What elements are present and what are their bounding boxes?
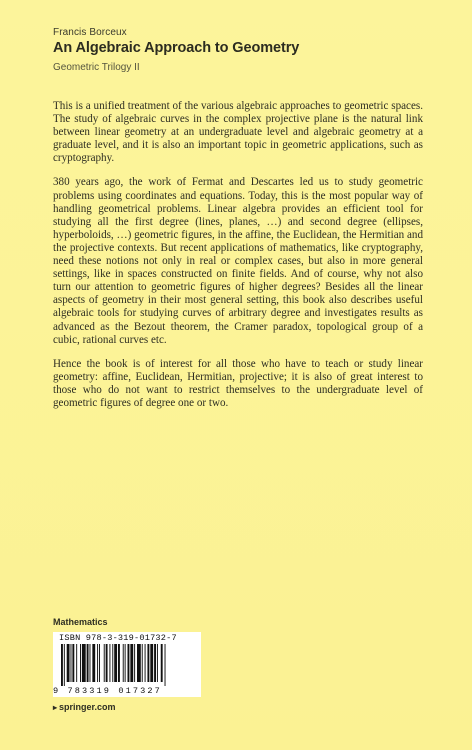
barcode-bar [61,644,63,686]
barcode-bar [87,644,89,682]
barcode-bar [154,644,156,682]
barcode-bar [137,644,141,682]
barcode-bar [97,644,98,682]
barcode-bar [80,644,81,682]
blurb-paragraph: 380 years ago, the work of Fermat and Descartes led us to study geometric problems using coordinates and equations. Today, this is the most popular way of handling geometrical problems. Linear algebra provides an efficient tool for studying all the first degree (lines, planes, …) and second degree (ellipses, hyperboloids, …) geometric figures, in the affine, the Euclidean, the Hermitian and the projective contexts. But recent applications of mathematics, like cryptography, need these notions not only in real or complex cases, but also in more general settings, like in spaces constructed on finite fields. And of course, why not also turn our attention to geometric figures of higher degrees? Besides all the linear aspects of geometry in their most general setting, this book also describes useful algebraic tools for studying curves of arbitrary degree and investigates results as advanced as the Bezout theorem, the Cramer paradox, topological group of a cubic, rational curves etc. [53,176,423,346]
barcode-bar [142,644,143,682]
barcode-bar [72,644,74,682]
barcode-bars [53,644,201,686]
barcode-bar [150,644,153,682]
arrow-right-icon: ▸ [53,702,58,712]
blurb-paragraph: This is a unified treatment of the various algebraic approaches to geometric spaces. The study of algebraic curves in the complex projective plane is the natural link between linear geometry at an undergraduate level and algebraic geometry at a graduate level, and it is also an important topic in geometric applications, such as cryptography. [53,100,423,165]
blurb-paragraph: Hence the book is of interest for all those who have to teach or study linear geometry: affine, Euclidean, Hermitian, projective; it is also of great interest to those who do not want to restrict themselves to the undergraduate level of geometric figures of degree one or two. [53,357,423,409]
barcode-bar [128,644,130,682]
barcode-bar [134,644,135,682]
publisher-label: springer.com [59,702,116,712]
publisher-url[interactable] [53,702,116,712]
blurb [53,100,423,421]
barcode-bar [64,644,65,686]
barcode [53,632,201,697]
barcode-bar [90,644,91,682]
barcode-bar [109,644,110,682]
barcode-digits: 9 783319 017327 [53,686,162,696]
barcode-bar [161,644,163,682]
barcode-bar [125,644,126,682]
barcode-bar [92,644,95,682]
barcode-bar [130,644,133,682]
barcode-bar [114,644,117,682]
barcode-bar [118,644,120,682]
barcode-bar [104,644,105,682]
barcode-bar [145,644,146,682]
barcode-bar [112,644,113,682]
barcode-bar [67,644,70,682]
barcode-bar [123,644,124,682]
series-name: Geometric Trilogy II [53,62,140,73]
barcode-bar [157,644,158,682]
barcode-bar [106,644,108,682]
barcode-bar [99,644,100,682]
author-name: Francis Borceux [53,27,127,38]
barcode-bar [147,644,149,682]
barcode-bar [165,644,166,686]
isbn-label: ISBN 978-3-319-01732-7 [59,633,177,643]
book-title: An Algebraic Approach to Geometry [53,40,300,56]
subject-label: Mathematics [53,617,108,627]
barcode-bar [71,644,72,682]
barcode-bar [76,644,77,682]
barcode-bar [82,644,86,682]
